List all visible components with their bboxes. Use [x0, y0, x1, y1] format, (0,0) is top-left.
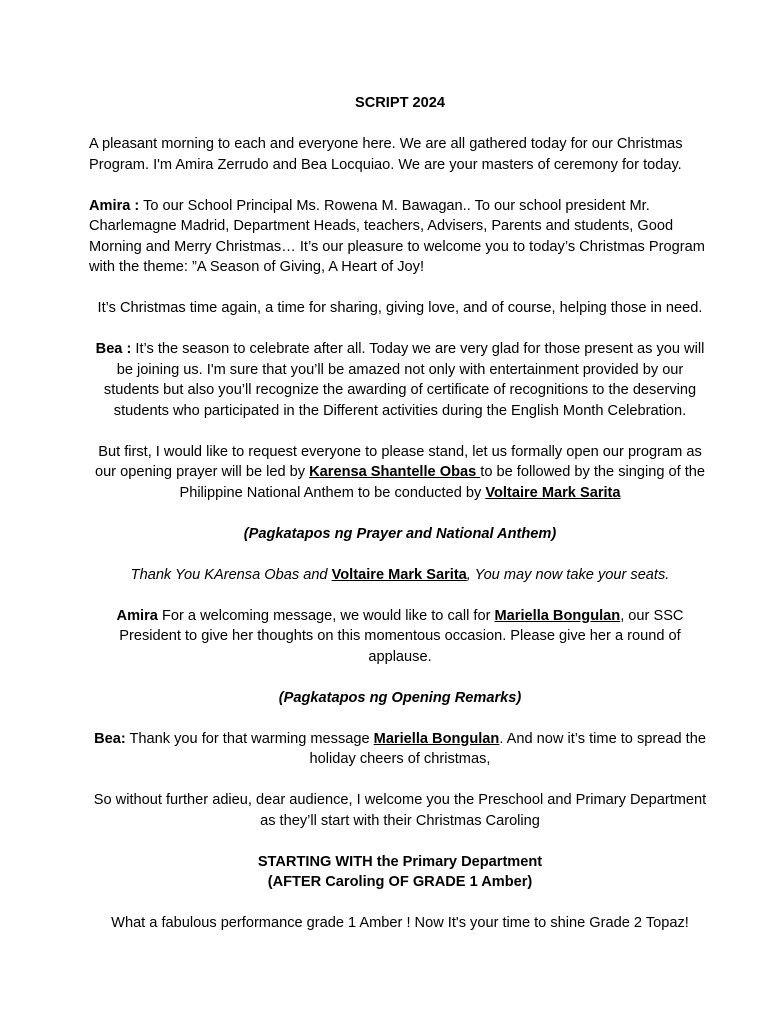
amira-welcome-text: To our School Principal Ms. Rowena M. Bawagan.. To our school president Mr. Charlemagne Madrid, Department Heads, teachers, Advisers, Parents and students, Good Morning and Merry Christmas… It’s our pleasure to welcome you to today’s Christmas Program with the theme: ”A Season of Giving, A Heart of Joy! — [89, 197, 705, 275]
christmas-time-paragraph: It’s Christmas time again, a time for sharing, giving love, and of course, helping those in need. — [97, 300, 703, 316]
anthem-leader-name: Voltaire Mark Sarita — [485, 484, 621, 501]
prayer-request-middle: to be followed by the singing of the Philippine National Anthem to be conducted by — [179, 464, 706, 501]
heading-after-caroling: (AFTER Caroling OF GRADE 1 Amber) — [267, 874, 533, 890]
thanks-text: Thank You KArensa Obas and — [130, 566, 332, 583]
heading-primary-department: STARTING WITH the Primary Department — [257, 853, 543, 870]
prayer-leader-name: Karensa Shantelle Obas — [309, 464, 481, 480]
adieu-paragraph: So without further adieu, dear audience, I welcome you the Preschool and Primary Department as they’ll start with their Christmas Caroling — [93, 792, 707, 829]
fabulous-performance-paragraph: What a fabulous performance grade 1 Amber ! Now It's your time to shine Grade 2 Topaz! — [111, 915, 689, 931]
document-body — [89, 93, 711, 954]
ssc-president-name: Mariella Bongulan — [494, 607, 621, 624]
document-title: SCRIPT 2024 — [354, 95, 446, 111]
prayer-request-text: But first, I would like to request everyone to please stand, let us formally open our program as our opening prayer will be led by — [94, 443, 702, 480]
thanks-name: Voltaire Mark Sarita — [331, 566, 467, 583]
thanks-after-text: , You may now take your seats. — [466, 566, 670, 583]
bea-celebrate-text: It’s the season to celebrate after all. Today we are very glad for those present as you will be joining us. I'm sure that you’ll be amazed not only with entertainment provided by our students but also you’ll recognize the awarding of certificate of recognitions to the deserving students who participated in the Different activities during the English Month Celebration. — [103, 341, 705, 419]
welcoming-message-after: , our SSC President to give her thoughts on this momentous occasion. Please give her a round of applause. — [119, 607, 684, 665]
bea-thanks-paragraph — [89, 729, 711, 770]
bea-thanks-after: . And now it’s time to spread the holiday cheers of christmas, — [309, 730, 706, 767]
thanks-paragraph — [89, 565, 711, 586]
speaker-bea: Bea: — [94, 730, 126, 747]
bea-celebrate-paragraph — [89, 339, 711, 421]
speaker-amira: Amira — [116, 607, 158, 624]
speaker-bea: Bea : — [95, 341, 132, 357]
ssc-president-name: Mariella Bongulan — [373, 730, 500, 747]
cue-opening-remarks: (Pagkatapos ng Opening Remarks) — [278, 689, 522, 706]
bea-thanks-text: Thank you for that warming message — [125, 730, 374, 747]
cue-prayer-anthem: (Pagkatapos ng Prayer and National Anthem) — [243, 525, 557, 542]
prayer-request-paragraph — [89, 442, 711, 504]
speaker-amira: Amira : — [89, 197, 140, 214]
welcoming-message-text: For a welcoming message, we would like to call for — [157, 607, 495, 624]
amira-welcome-paragraph — [89, 196, 711, 278]
amira-welcoming-message-paragraph — [89, 606, 711, 668]
intro-paragraph: A pleasant morning to each and everyone here. We are all gathered today for our Christmas Program. I'm Amira Zerrudo and Bea Locquiao. We are your masters of ceremony for today. — [89, 136, 683, 173]
